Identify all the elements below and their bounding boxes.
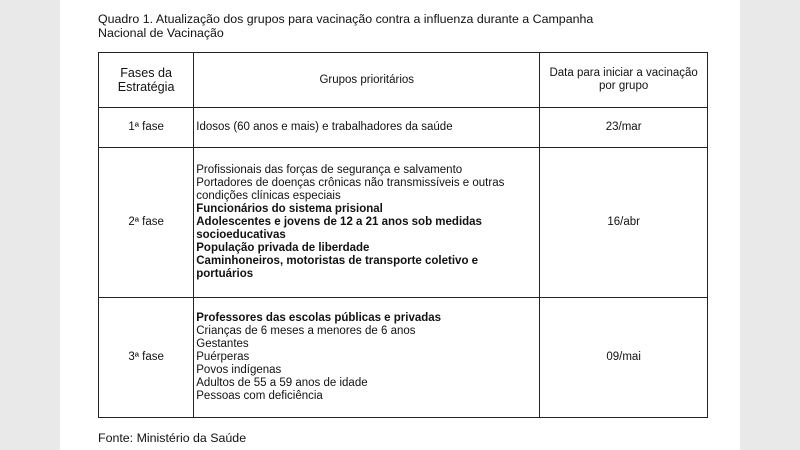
header-data	[540, 53, 708, 108]
source-note: Fonte: Ministério da Saúde	[98, 431, 247, 445]
table-row	[99, 148, 708, 298]
header-data-line2: por grupo	[599, 80, 649, 92]
grupo-item: Portadores de doenças crônicas não transmissíveis e outras condições clínicas especiais	[196, 177, 505, 202]
fase-cell: 2ª fase	[99, 148, 194, 298]
fase-cell: 3ª fase	[99, 298, 194, 418]
table-row	[99, 108, 708, 148]
data-cell: 16/abr	[540, 148, 708, 298]
grupo-item: Gestantes	[196, 338, 249, 350]
grupo-item: Puérperas	[196, 351, 250, 363]
caption-line-1: Quadro 1. Atualização dos grupos para vacinação contra a influenza durante a Campanha	[98, 12, 594, 26]
fase-cell: 1ª fase	[99, 108, 194, 148]
table-row	[99, 298, 708, 418]
data-cell: 23/mar	[540, 108, 708, 148]
grupo-item: Idosos (60 anos e mais) e trabalhadores da saúde	[196, 121, 453, 133]
table-body	[99, 108, 708, 418]
vaccination-groups-table	[98, 52, 708, 418]
table-caption	[98, 12, 658, 40]
grupo-item: Pessoas com deficiência	[196, 390, 323, 402]
table-header-row	[99, 53, 708, 108]
header-fases	[99, 53, 194, 108]
grupo-item: Profissionais das forças de segurança e salvamento	[196, 164, 463, 176]
grupo-item: Professores das escolas públicas e privadas	[196, 312, 442, 324]
data-cell: 09/mai	[540, 298, 708, 418]
grupo-item: População privada de liberdade	[196, 242, 370, 254]
grupo-item: Caminhoneiros, motoristas de transporte coletivo e portuários	[196, 255, 479, 280]
header-grupos: Grupos prioritários	[194, 53, 540, 108]
grupo-item: Adultos de 55 a 59 anos de idade	[196, 377, 368, 389]
grupos-cell	[194, 298, 540, 418]
header-data-line1: Data para iniciar a vacinação	[549, 67, 698, 79]
header-fases-line1: Fases da	[120, 66, 173, 80]
grupo-item: Funcionários do sistema prisional	[196, 203, 383, 215]
grupo-item: Adolescentes e jovens de 12 a 21 anos sob medidas socioeducativas	[196, 216, 482, 241]
grupos-cell	[194, 108, 540, 148]
grupo-item: Crianças de 6 meses a menores de 6 anos	[196, 325, 416, 337]
header-fases-line2: Estratégia	[117, 80, 175, 94]
caption-line-2: Nacional de Vacinação	[98, 26, 224, 40]
grupo-item: Povos indígenas	[196, 364, 282, 376]
grupos-cell	[194, 148, 540, 298]
